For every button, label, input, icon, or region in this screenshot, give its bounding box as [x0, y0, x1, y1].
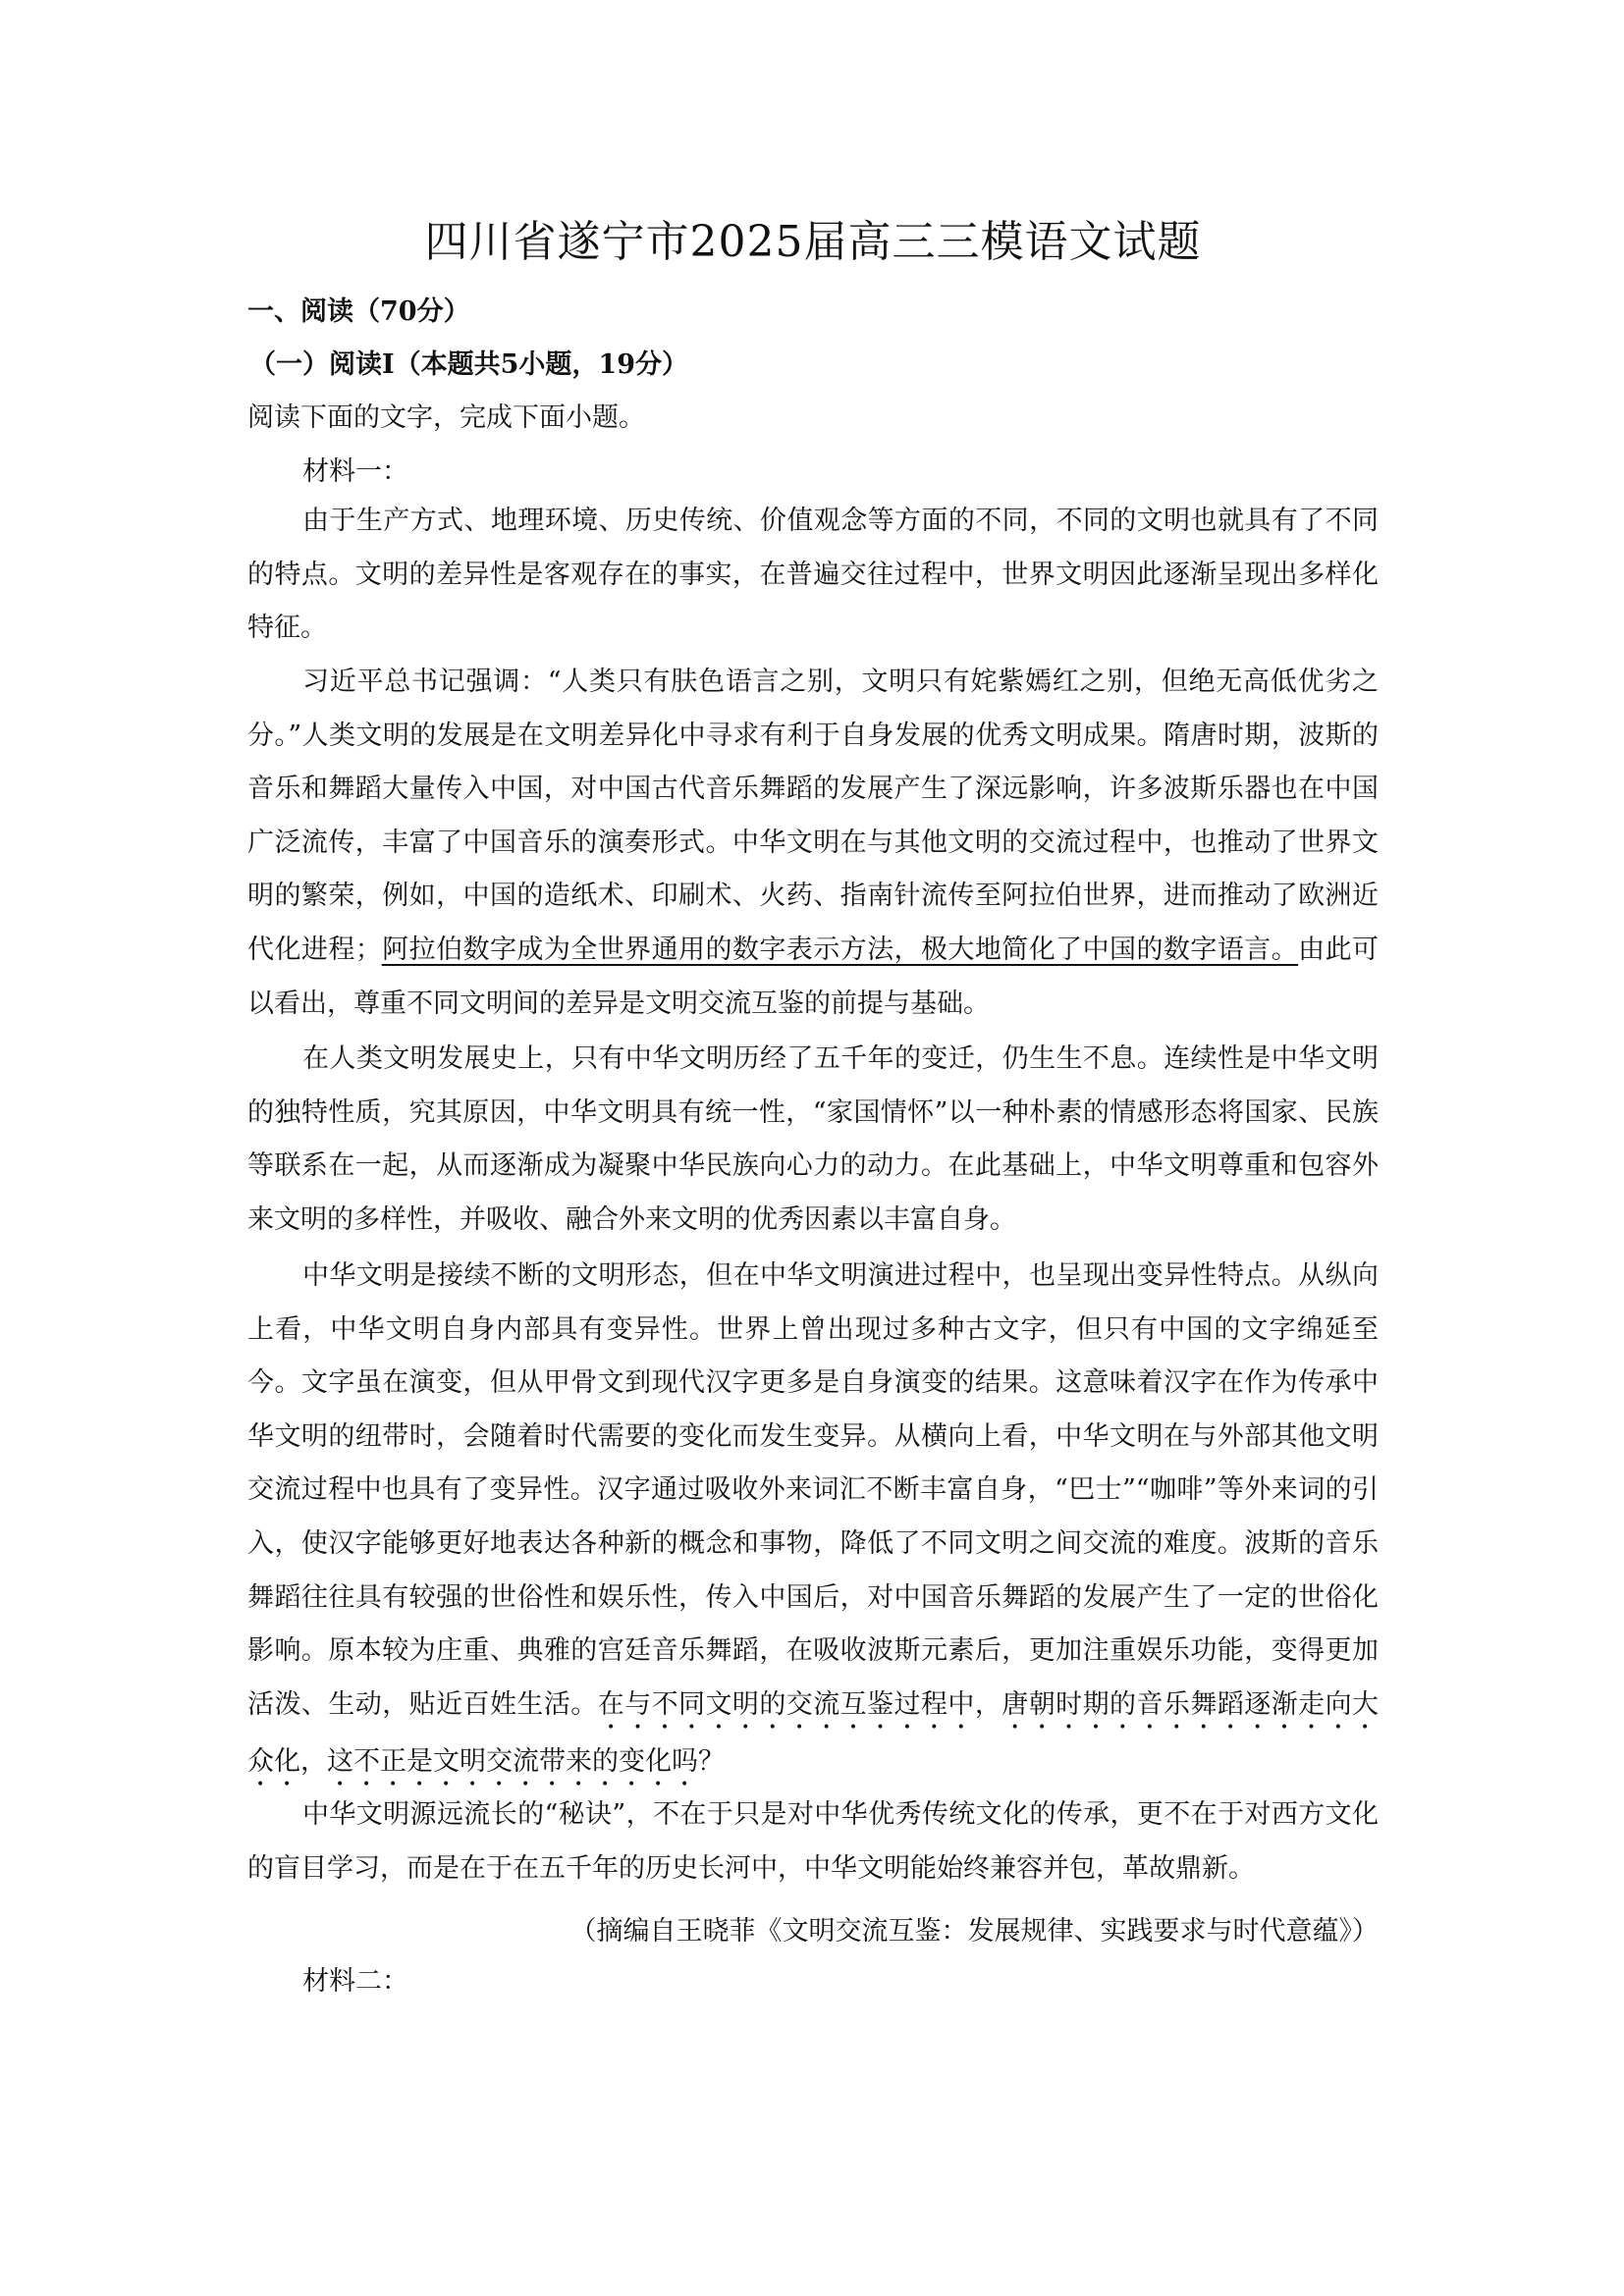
emphasized-sentence: 在与不同文明的交流互鉴过程中，唐朝时期的音乐舞蹈逐渐走向大众化，这不正是文明交流带来的变化吗？ [247, 1688, 1380, 1777]
paragraph-2-text-a: 习近平总书记强调：“人类只有肤色语言之别，文明只有姹紫嫣红之别，但绝无高低优劣之分。”人类文明的发展是在文明差异化中寻求有利于自身发展的优秀文明成果。隋唐时期，波斯的音乐和舞蹈大量传入中国，对中国古代音乐舞蹈的发展产生了深远影响，许多波斯乐器也在中国广泛流传，丰富了中国音乐的演奏形式。中华文明在与其他文明的交流过程中，也推动了世界文明的繁荣，例如，中国的造纸术、印刷术、火药、指南针流传至阿拉伯世界，进而推动了欧洲近代化进程； [247, 667, 1379, 965]
paragraph-2-text-b: 由此可以看出，尊重不同文明间的差异是文明交流互鉴的前提与基础。 [247, 934, 1380, 1019]
instruction-text: 阅读下面的文字，完成下面小题。 [247, 402, 645, 433]
source-citation: （摘编自王晓菲《文明交流互鉴：发展规律、实践要求与时代意蕴》） [569, 1916, 1379, 1947]
material-two-label: 材料二： [302, 1966, 408, 1997]
paragraph-5: 中华文明源远流长的“秘诀”，不在于只是对中华优秀传统文化的传承，更不在于对西方文化的盲目学习，而是在于在五千年的历史长河中，中华文明能始终兼容并包，革故鼎新。 [247, 1799, 1379, 1884]
paragraph-4 [247, 1250, 1379, 1792]
paragraph-2 [247, 656, 1379, 1031]
paragraph-4-text-a: 中华文明是接续不断的文明形态，但在中华文明演进过程中，也呈现出变异性特点。从纵向上看，中华文明自身内部具有变异性。世界上曾出现过多种古文字，但只有中国的文字绵延至今。文字虽在演变，但从甲骨文到现代汉字更多是自身演变的结果。这意味着汉字在作为传承中华文明的纽带时，会随着时代需要的变化而发生变异。从横向上看，中华文明在与外部其他文明交流过程中也具有了变异性。汉字通过吸收外来词汇不断丰富自身，“巴士”“咖啡”等外来词的引入，使汉字能够更好地表达各种新的概念和事物，降低了不同文明之间交流的难度。波斯的音乐舞蹈往往具有较强的世俗性和娱乐性，传入中国后，对中国音乐舞蹈的发展产生了一定的世俗化影响。原本较为庄重、典雅的宫廷音乐舞蹈，在吸收波斯元素后，更加注重娱乐功能，变得更加活泼、生动，贴近百姓生活。 [247, 1260, 1379, 1720]
paragraph-1: 由于生产方式、地理环境、历史传统、价值观念等方面的不同，不同的文明也就具有了不同的特点。文明的差异性是客观存在的事实，在普遍交往过程中，世界文明因此逐渐呈现出多样化特征。 [247, 506, 1379, 644]
section-heading: 一、阅读（70分） [247, 296, 470, 327]
paragraph-3: 在人类文明发展史上，只有中华文明历经了五千年的变迁，仍生生不息。连续性是中华文明的独特性质，究其原因，中华文明具有统一性，“家国情怀”以一种朴素的情感形态将国家、民族等联系在一起，从而逐渐成为凝聚中华民族向心力的动力。在此基础上，中华文明尊重和包容外来文明的多样性，并吸收、融合外来文明的优秀因素以丰富自身。 [247, 1043, 1379, 1235]
subsection-heading: （一）阅读Ⅰ（本题共5小题，19分） [249, 349, 688, 380]
material-one-label: 材料一： [302, 456, 408, 487]
underlined-sentence: 阿拉伯数字成为全世界通用的数字表示方法，极大地简化了中国的数字语言。 [381, 934, 1299, 965]
page-title: 四川省遂宁市2025届高三三模语文试题 [424, 217, 1202, 267]
